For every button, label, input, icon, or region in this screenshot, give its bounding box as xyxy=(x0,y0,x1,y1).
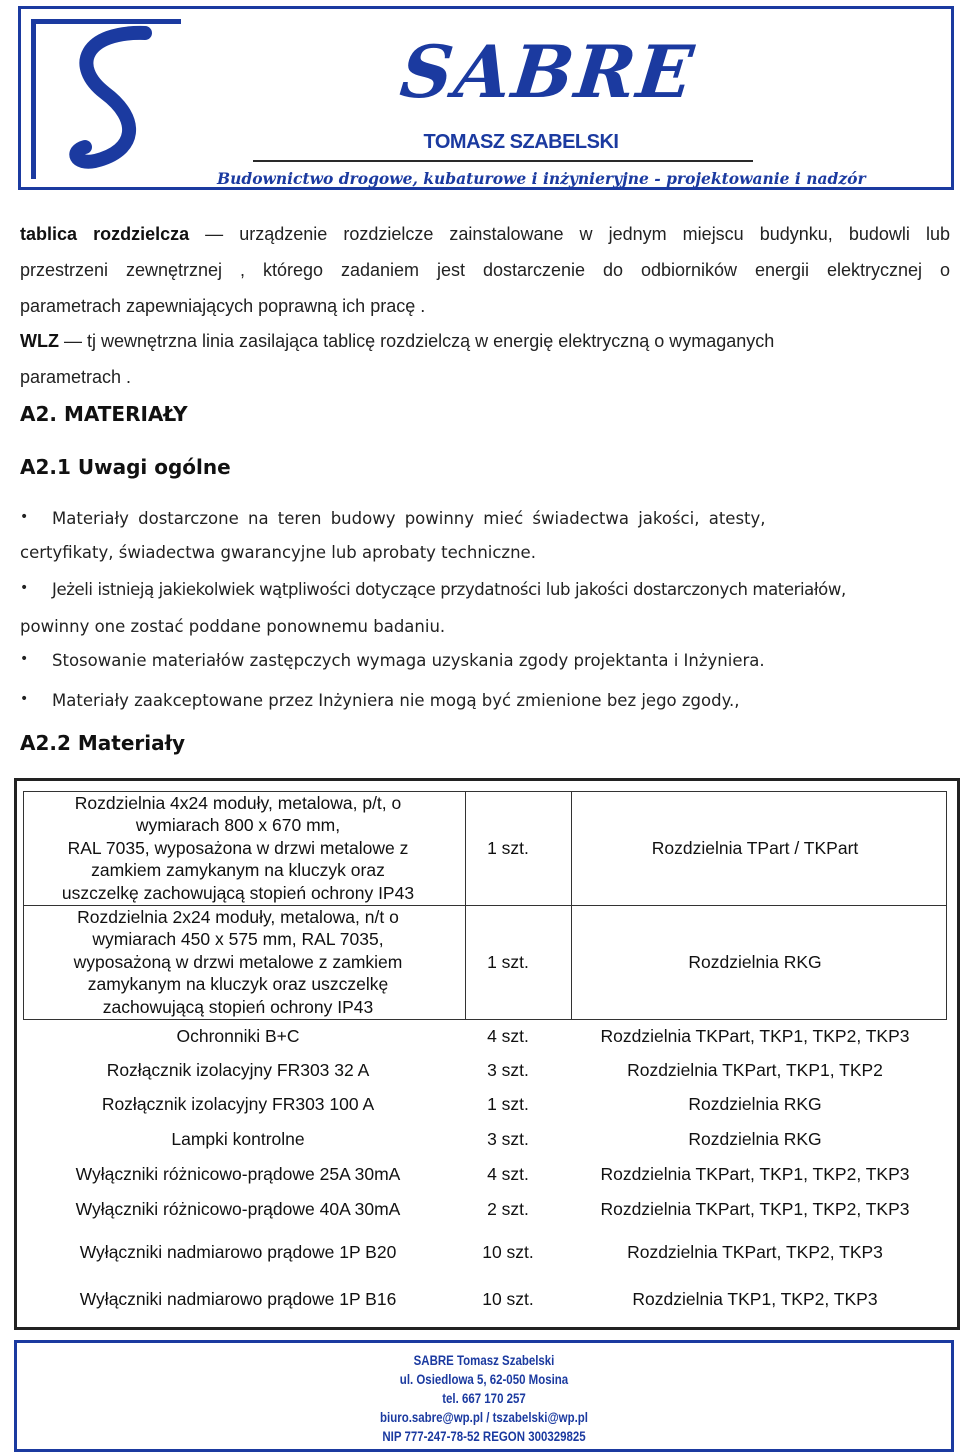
material-quantity xyxy=(453,1122,563,1157)
material-description-line: Wyłączniki różnicowo-prądowe 40A 30mA xyxy=(75,1199,401,1220)
brand-wordmark: SABRE xyxy=(396,29,699,114)
material-location xyxy=(563,791,947,905)
material-description xyxy=(23,1053,453,1087)
material-location xyxy=(563,1087,947,1122)
material-description-line: zachowującą stopień ochrony IP43 xyxy=(102,996,374,1017)
material-location xyxy=(563,1053,947,1087)
material-description xyxy=(23,791,453,905)
material-description-line: zamkiem zamykanym na kluczyk oraz xyxy=(91,860,385,881)
material-location-text: Rozdzielnia TKPart, TKP1, TKP2, TKP3 xyxy=(600,1025,910,1046)
owner-name: TOMASZ SZABELSKI xyxy=(423,131,619,153)
list-item-text: Materiały dostarczone na teren budowy powinny mieć świadectwa jakości, atesty, xyxy=(52,509,766,528)
materials-table xyxy=(14,778,960,1330)
list-item-text: Stosowanie materiałów zastępczych wymaga uzyskania zgody projektanta i Inżyniera. xyxy=(52,651,765,670)
material-quantity xyxy=(453,1087,563,1122)
material-description-line: Rozłącznik izolacyjny FR303 32 A xyxy=(106,1059,370,1080)
definition-text: — urządzenie rozdzielcze zainstalowane w jednym miejscu budynku, budowli lub xyxy=(189,224,950,244)
bullet-icon: • xyxy=(20,509,29,525)
footer-company: SABRE Tomasz Szabelski xyxy=(413,1353,555,1368)
term-tablica: tablica rozdzielcza xyxy=(20,224,190,244)
material-quantity-text: 3 szt. xyxy=(487,1059,529,1080)
material-quantity-text: 2 szt. xyxy=(487,1199,529,1220)
material-quantity xyxy=(453,1192,563,1227)
material-quantity-text: 1 szt. xyxy=(487,837,529,858)
material-location xyxy=(563,1122,947,1157)
definition-line xyxy=(20,331,950,352)
definition-text: — tj wewnętrzna linia zasilająca tablicę rozdzielczą w energię elektryczną o wymaganych xyxy=(58,331,775,351)
material-quantity xyxy=(453,1277,563,1321)
material-description-line: wymiarach 450 x 575 mm, RAL 7035, xyxy=(92,929,384,950)
section-heading-a2: A2. MATERIAŁY xyxy=(20,402,188,426)
material-location-text: Rozdzielnia TKPart, TKP1, TKP2 xyxy=(627,1059,883,1080)
material-quantity xyxy=(453,1157,563,1192)
material-quantity xyxy=(453,1053,563,1087)
material-description-line: zamykanym na kluczyk oraz uszczelkę xyxy=(87,974,389,995)
material-location-text: Rozdzielnia RKG xyxy=(688,1129,822,1150)
footer-tax-ids: NIP 777-247-78-52 REGON 300329825 xyxy=(382,1429,586,1444)
material-description-line: Rozdzielnia 4x24 moduły, metalowa, p/t, o xyxy=(74,792,402,813)
header-divider xyxy=(253,160,753,162)
material-location-text: Rozdzielnia RKG xyxy=(688,1094,822,1115)
material-description xyxy=(23,1157,453,1192)
tagline: Budownictwo drogowe, kubaturowe i inżynieryjne - projektowanie i nadzór xyxy=(217,169,866,188)
material-location xyxy=(563,1157,947,1192)
material-description-line: RAL 7035, wyposażona w drzwi metalowe z xyxy=(67,837,409,858)
material-quantity-text: 10 szt. xyxy=(482,1241,534,1262)
footer-contact xyxy=(14,1340,954,1452)
material-quantity-text: 3 szt. xyxy=(487,1129,529,1150)
material-description-line: Wyłączniki nadmiarowo prądowe 1P B16 xyxy=(79,1288,397,1309)
section-heading-a22: A2.2 Materiały xyxy=(20,731,186,755)
sabre-logo-icon xyxy=(25,11,195,187)
materials-table-body xyxy=(23,791,947,1321)
material-quantity xyxy=(453,791,563,905)
material-quantity-text: 1 szt. xyxy=(487,951,529,972)
material-location-text: Rozdzielnia TKPart, TKP1, TKP2, TKP3 xyxy=(600,1199,910,1220)
material-quantity-text: 4 szt. xyxy=(487,1025,529,1046)
footer-phone: tel. 667 170 257 xyxy=(442,1391,526,1406)
definition-line: parametrach . xyxy=(20,367,132,387)
material-description xyxy=(23,1227,453,1277)
material-location-text: Rozdzielnia TPart / TKPart xyxy=(651,837,859,858)
material-location xyxy=(563,1192,947,1227)
list-item-continuation: powinny one zostać poddane ponownemu badaniu. xyxy=(20,617,446,636)
list-item-text: Jeżeli istnieją jakiekolwiek wątpliwości dotyczące przydatności lub jakości dostarczonych materiałów, xyxy=(52,580,846,599)
material-description xyxy=(23,1192,453,1227)
table-rule xyxy=(571,791,572,1019)
footer-address: ul. Osiedlowa 5, 62-050 Mosina xyxy=(399,1372,569,1387)
list-item-text: Materiały zaakceptowane przez Inżyniera nie mogą być zmienione bez jego zgody., xyxy=(52,691,740,710)
table-rule xyxy=(465,791,466,1019)
material-description-line: Rozdzielnia 2x24 moduły, metalowa, n/t o xyxy=(77,906,399,927)
bullet-icon: • xyxy=(20,691,29,707)
table-rule xyxy=(946,791,947,1019)
material-quantity-text: 1 szt. xyxy=(487,1094,529,1115)
material-location-text: Rozdzielnia TKP1, TKP2, TKP3 xyxy=(632,1288,878,1309)
material-description-line: uszczelkę zachowującą stopień ochrony IP43 xyxy=(61,882,415,903)
term-wlz: WLZ xyxy=(20,331,59,351)
material-description xyxy=(23,1087,453,1122)
section-heading-a21: A2.1 Uwagi ogólne xyxy=(20,455,231,479)
bullet-icon: • xyxy=(20,651,29,667)
definition-line: parametrach zapewniających poprawną ich pracę . xyxy=(20,296,426,316)
material-quantity xyxy=(453,1019,563,1053)
material-description xyxy=(23,1122,453,1157)
material-quantity-text: 4 szt. xyxy=(487,1164,529,1185)
material-location-text: Rozdzielnia TKPart, TKP2, TKP3 xyxy=(627,1241,883,1262)
definition-line xyxy=(20,224,950,245)
material-description-line: Ochronniki B+C xyxy=(176,1025,300,1046)
material-quantity-text: 10 szt. xyxy=(482,1288,534,1309)
material-description-line: Wyłączniki nadmiarowo prądowe 1P B20 xyxy=(79,1241,397,1262)
material-description xyxy=(23,1019,453,1053)
material-location xyxy=(563,1277,947,1321)
material-location xyxy=(563,905,947,1019)
material-description xyxy=(23,1277,453,1321)
table-rule xyxy=(23,905,947,906)
material-quantity xyxy=(453,1227,563,1277)
material-description-line: wyposażoną w drzwi metalowe z zamkiem xyxy=(73,951,403,972)
table-rule xyxy=(23,1019,947,1020)
material-location-text: Rozdzielnia TKPart, TKP1, TKP2, TKP3 xyxy=(600,1164,910,1185)
material-description-line: Wyłączniki różnicowo-prądowe 25A 30mA xyxy=(75,1164,401,1185)
definition-line: przestrzeni zewnętrznej , którego zadaniem jest dostarczenie do odbiorników energii elektrycznej o xyxy=(20,260,950,280)
bullet-icon: • xyxy=(20,580,29,596)
material-description-line: wymiarach 800 x 670 mm, xyxy=(135,815,341,836)
list-item-continuation: certyfikaty, świadectwa gwarancyjne lub aprobaty techniczne. xyxy=(20,543,536,562)
material-description xyxy=(23,905,453,1019)
footer-email: biuro.sabre@wp.pl / tszabelski@wp.pl xyxy=(380,1410,588,1425)
table-rule xyxy=(23,791,947,792)
material-description-line: Rozłącznik izolacyjny FR303 100 A xyxy=(101,1094,375,1115)
table-rule xyxy=(23,791,24,1019)
material-location xyxy=(563,1019,947,1053)
letterhead xyxy=(18,6,954,190)
material-location-text: Rozdzielnia RKG xyxy=(688,951,822,972)
material-location xyxy=(563,1227,947,1277)
material-quantity xyxy=(453,905,563,1019)
material-description-line: Lampki kontrolne xyxy=(171,1129,305,1150)
